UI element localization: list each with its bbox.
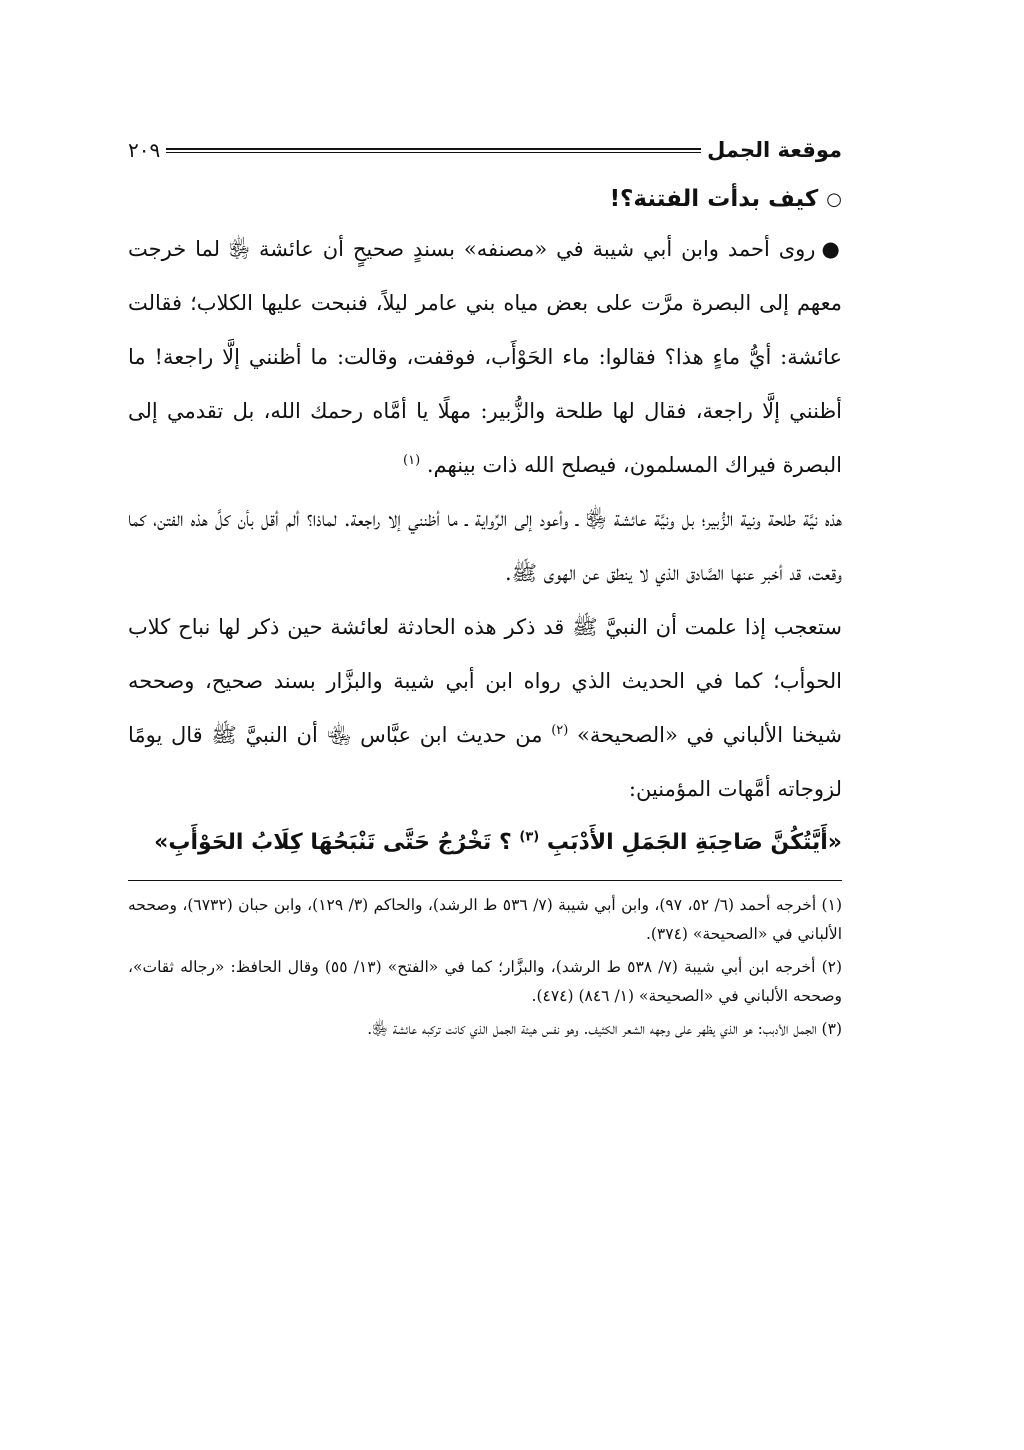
footnote-2: (٢) أخرجه ابن أبي شيبة (٧/ ٥٣٨ ط الرشد)، والبزَّار؛ كما في «الفتح» (١٣/ ٥٥) وقال الحافظ: «رجاله ثقات»، وصححه الألباني في «الصحيحة» (١/ ٨٤٦) (٤٧٤). xyxy=(128,958,843,1005)
paragraph-3-text: ستعجب إذا علمت أن النبيَّ ﷺ قد ذكر هذه الحادثة لعائشة حين ذكر لها نباح كلاب الحوأب؛ كما في الحديث الذي رواه ابن أبي شيبة والبزَّار بسند صحيح، وصححه شيخنا الألباني في «الصحيحة» xyxy=(128,615,842,747)
bullet-icon: ● xyxy=(821,237,842,261)
chapter-title: موقعة الجمل xyxy=(707,138,842,162)
paragraph-1-text: روى أحمد وابن أبي شيبة في «مصنفه» بسندٍ صحيحٍ أن عائشة ﵂ لما خرجت معهم إلى البصرة مرَّت على بعض مياه بني عامر ليلاً، فنبحت عليها الكلاب؛ فقالت عائشة: أيُّ ماءٍ هذا؟ فقالوا: ماء الحَوْأَب، فوقفت، وقالت: ما أظنني إلَّا راجعة! ما أظنني إلَّا راجعة، فقال لها طلحة والزُّبير: مهلًا يا أمَّاه رحمك الله، بل تقدمي إلى البصرة فيراك المسلمون، فيصلح الله ذات بينهم. xyxy=(128,237,842,477)
hadith-quote-part-2: ؟ تَخْرُجُ حَتَّى تَنْبَحُهَا كِلَابُ الحَوْأَبِ» xyxy=(154,830,512,855)
paragraph-2-text: هذه نيَّة طلحة ونية الزُّبير؛ بل ونيَّة عائشة ﵂ ـ وأعود إلى الرِّواية ـ ما أظنني إلا راجعة. لماذا؟ ألم أقل بأن كلَّ هذه الفتن، كما وقعت، قد أخبر عنها الصَّادق الذي لا ينطق عن الهوى ﷺ. xyxy=(128,507,842,585)
footnote-1: (١) أخرجه أحمد (٦/ ٥٢، ٩٧)، وابن أبي شيبة (٧/ ٥٣٦ ط الرشد)، والحاكم (٣/ ١٢٩)، وابن حبان (٦٧٣٢)، وصححه الألباني في «الصحيحة» (٣٧٤). xyxy=(128,896,842,943)
footnote-divider xyxy=(128,880,842,881)
section-heading xyxy=(128,176,842,222)
hadith-quote-part-1: «أَيَّتُكُنَّ صَاحِبَةِ الجَمَلِ الأَدْبَبِ xyxy=(546,830,842,855)
paragraph-3 xyxy=(128,600,842,816)
footnote-ref-1: (١) xyxy=(403,453,421,468)
footnote-ref-2: (٢) xyxy=(551,723,569,738)
paragraph-1 xyxy=(128,222,842,492)
running-header xyxy=(128,130,842,170)
header-rule xyxy=(166,148,701,153)
book-page xyxy=(128,130,842,1330)
paragraph-2 xyxy=(128,492,842,600)
page-number: ٢٠٩ xyxy=(128,138,161,162)
hadith-quote xyxy=(128,816,842,870)
footnote-ref-3: (٣) xyxy=(519,829,540,845)
section-title: كيف بدأت الفتنة؟! xyxy=(609,186,819,212)
footnotes xyxy=(128,891,842,1044)
footnote-3: (٣) الجمل الأدبب: هو الذي يظهر على وجهه الشعر الكثيف. وهو نفس هيئة الجمل الذي كانت تركبه عائشة ﵂. xyxy=(367,1020,842,1038)
circle-bullet-icon: ○ xyxy=(826,188,842,210)
paragraph-3-continuation: من حديث ابن عبَّاس ﵄ أن النبيَّ ﷺ قال يومًا لزوجاته أمَّهات المؤمنين: xyxy=(128,723,842,801)
